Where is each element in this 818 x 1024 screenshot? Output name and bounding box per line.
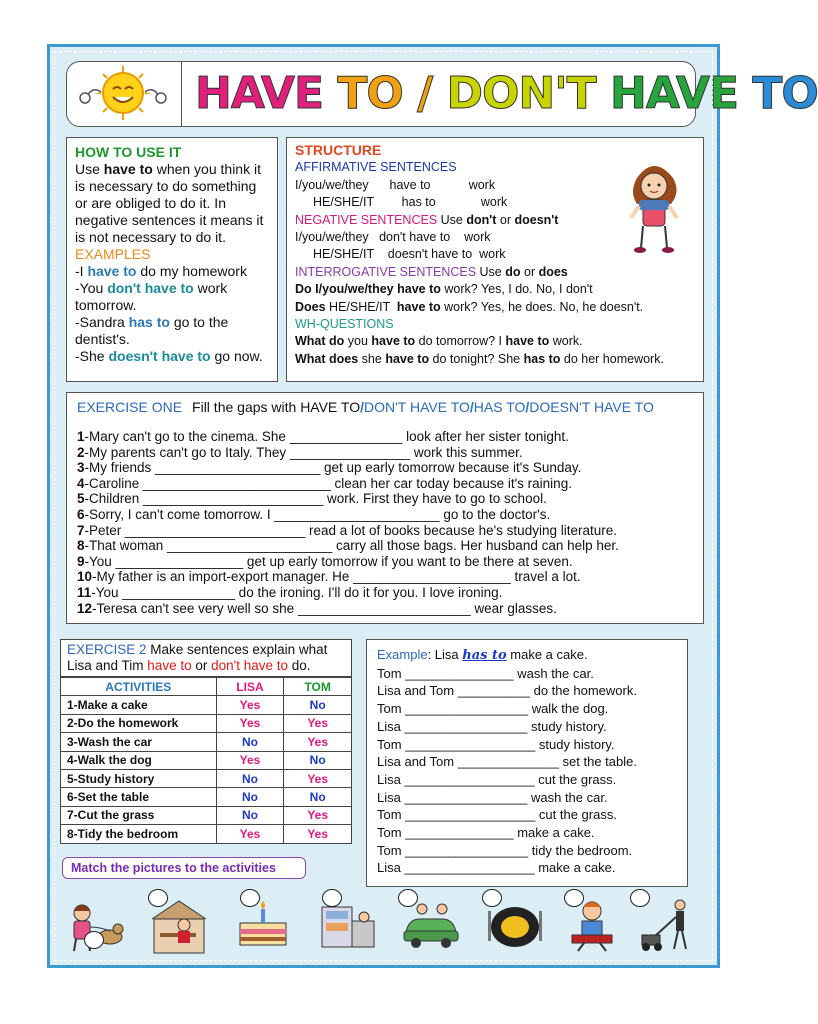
worksheet-title: HAVE TO / DON'T HAVE TO	[195, 68, 818, 119]
cut-the-grass-picture	[636, 897, 698, 955]
make-a-cake-picture	[232, 897, 294, 955]
exercise-one-item[interactable]: 11-You _______________ do the ironing. I'll do it for you. I love ironing.	[77, 584, 503, 600]
exercise-two-panel	[60, 639, 352, 849]
sentence-line[interactable]: Tom _________________ walk the dog.	[377, 701, 609, 717]
table-row: 8-Tidy the bedroom Yes Yes	[61, 825, 352, 843]
handwritten-answer: has to	[462, 648, 507, 663]
affirmative-heading: AFFIRMATIVE SENTENCES	[295, 160, 457, 175]
sentence-line[interactable]: Lisa and Tom __________ do the homework.	[377, 683, 637, 699]
how-to-use-heading: HOW TO USE IT	[75, 144, 182, 160]
sentence-line[interactable]: Lisa _________________ study history.	[377, 718, 607, 734]
example-line: Example: Lisa has to make a cake.	[377, 647, 588, 663]
exercise-one-item[interactable]: 4-Caroline _________________________ clean her car today because it's raining.	[77, 475, 572, 491]
exercise-two-heading: EXERCISE 2 Make sentences explain what Lisa and Tim have to or don't have to do.	[60, 639, 352, 677]
sentence-line[interactable]: Tom _______________ make a cake.	[377, 825, 595, 841]
answer-bubble[interactable]	[630, 889, 650, 907]
tidy-bedroom-picture	[316, 897, 378, 955]
table-row: 1-Make a cake Yes No	[61, 696, 352, 714]
table-row: 5-Study history No Yes	[61, 769, 352, 787]
interrogative-line-2: Does HE/SHE/IT have to work? Yes, he does. No, he doesn't.	[295, 299, 644, 314]
answer-bubble[interactable]	[564, 889, 584, 907]
answer-bubble[interactable]	[398, 889, 418, 907]
exercise-one-item[interactable]: 6-Sorry, I can't come tomorrow. I ______________________ go to the doctor's.	[77, 506, 551, 522]
affirmative-line-2: HE/SHE/IT has to work	[313, 195, 508, 210]
smiling-sun-icon	[67, 62, 179, 124]
exercise-one-item[interactable]: 12-Teresa can't see very well so she _______________________ wear glasses.	[77, 600, 557, 616]
interrogative-heading-row: INTERROGATIVE SENTENCES Use do or does	[295, 264, 568, 279]
negative-line-2: HE/SHE/IT doesn't have to work	[313, 247, 506, 262]
sentence-line[interactable]: Lisa __________________ make a cake.	[377, 860, 616, 876]
column-header-tom: TOM	[284, 678, 352, 696]
sun-logo-box	[67, 62, 182, 126]
exercise-one-list	[77, 429, 693, 616]
interrogative-line-1: Do I/you/we/they have to work? Yes, I do. No, I don't	[295, 282, 593, 297]
column-header-lisa: LISA	[216, 678, 284, 696]
answer-bubble[interactable]	[482, 889, 502, 907]
exercise-one-item[interactable]: 5-Children ________________________ work. First they have to go to school.	[77, 491, 547, 507]
table-row: 2-Do the homework Yes Yes	[61, 714, 352, 732]
negative-heading-row: NEGATIVE SENTENCES Use don't or doesn't	[295, 212, 559, 227]
sentence-exercise-panel	[366, 639, 688, 887]
match-pictures-label: Match the pictures to the activities	[62, 857, 306, 879]
sentence-line[interactable]: Tom _______________ wash the car.	[377, 665, 594, 681]
sentence-line[interactable]: Lisa and Tom ______________ set the table.	[377, 754, 637, 770]
sentence-line[interactable]: Lisa _________________ wash the car.	[377, 789, 608, 805]
how-to-use-text: Use have to when you think it is necessary to do something or are obliged to do it. In negative sentences it means it is not necessary to do it.	[75, 161, 264, 245]
exercise-one-panel	[66, 392, 704, 624]
table-row: 4-Walk the dog Yes No	[61, 751, 352, 769]
exercise-one-item[interactable]: 8-That woman ______________________ carry all those bags. Her husband can help her.	[77, 538, 619, 554]
girl-illustration	[619, 156, 689, 256]
exercise-one-heading: EXERCISE ONE Fill the gaps with HAVE TO/DON'T HAVE TO/HAS TO/DOESN'T HAVE TO	[77, 399, 654, 415]
answer-bubble[interactable]	[240, 889, 260, 907]
exercise-one-item[interactable]: 3-My friends ______________________ get up early tomorrow because it's Sunday.	[77, 460, 582, 476]
examples-heading: EXAMPLES	[75, 246, 151, 262]
answer-bubble[interactable]	[148, 889, 168, 907]
how-to-use-panel	[66, 137, 278, 382]
example-1: -I have to do my homework	[75, 263, 247, 279]
example-3: -Sandra has to go to the dentist's.	[75, 314, 229, 347]
activities-table	[60, 677, 352, 844]
structure-panel	[286, 137, 704, 382]
affirmative-line-1: I/you/we/they have to work	[295, 177, 496, 192]
table-header-row	[61, 678, 352, 696]
wh-questions-heading: WH-QUESTIONS	[295, 317, 394, 332]
wh-line-1: What do you have to do tomorrow? I have to work.	[295, 334, 583, 349]
structure-heading: STRUCTURE	[295, 142, 382, 158]
title-banner	[66, 61, 818, 127]
worksheet	[47, 44, 818, 968]
exercise-one-item[interactable]: 10-My father is an import-export manager. He _____________________ travel a lot.	[77, 569, 581, 585]
exercise-one-item[interactable]: 1-Mary can't go to the cinema. She _______________ look after her sister tonight.	[77, 429, 569, 444]
answer-bubble[interactable]	[84, 931, 104, 949]
column-header-activities: ACTIVITIES	[61, 678, 217, 696]
activity-pictures-row	[64, 887, 704, 957]
negative-line-1: I/you/we/they don't have to work	[295, 230, 491, 245]
example-4: -She doesn't have to go now.	[75, 348, 263, 364]
sentence-line[interactable]: Tom __________________ study history.	[377, 736, 615, 752]
sentence-line[interactable]: Tom __________________ cut the grass.	[377, 807, 617, 823]
sentence-line[interactable]: Tom _________________ tidy the bedroom.	[377, 842, 633, 858]
exercise-one-item[interactable]: 2-My parents can't go to Italy. They ________________ work this summer.	[77, 444, 523, 460]
table-row: 6-Set the table No No	[61, 788, 352, 806]
exercise-one-item[interactable]: 9-You _________________ get up early tomorrow if you want to be there at seven.	[77, 553, 573, 569]
exercise-one-item[interactable]: 7-Peter ________________________ read a lot of books because he's studying literature.	[77, 522, 617, 538]
wh-line-2: What does she have to do tonight? She has to do her homework.	[295, 351, 664, 366]
table-row: 3-Wash the car No Yes	[61, 733, 352, 751]
example-2: -You don't have to work tomorrow.	[75, 280, 228, 313]
table-row: 7-Cut the grass No Yes	[61, 806, 352, 824]
answer-bubble[interactable]	[322, 889, 342, 907]
sentence-line[interactable]: Lisa __________________ cut the grass.	[377, 771, 617, 787]
